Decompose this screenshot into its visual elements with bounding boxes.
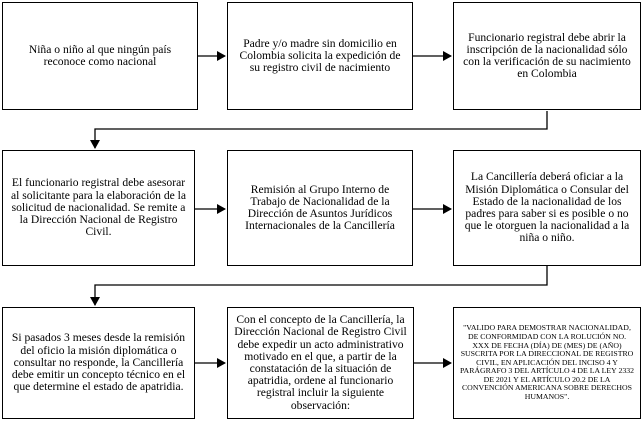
step-text-7: Si pasados 3 meses desde la remisión del oficio la misión diplomática o consultar no responde, la Cancillería debe emitir un concepto técnico en el que determine el estado de apatridia. [11, 331, 186, 394]
arrow-b6-b7 [95, 266, 547, 305]
step-text-5: Remisión al Grupo Interno de Trabajo de Nacionalidad de la Dirección de Asuntos Jurídicos Internacionales de la Cancillería [245, 182, 395, 233]
step-text-9: "VALIDO PARA DEMOSTRAR NACIONALIDAD, DE CONFORMIDAD CON LA ROLUCIÓN NO. XXX DE FECHA (DÍA) DE (MES) DE (AÑO) SUSCRITA POR LA DIRECCIONAL DE REGISTRO CIVIL, EN APLICACIÓN DEL INCISO 4 Y PARÁGRAFO 3 DEL ARTÍCULO 4 DE LA LEY 2332 DE 2021 Y EL ARTÍCULO 20.2 DE LA CONVENCIÓN AMERICANA SOBRE DERECHOS HUMANOS". [459, 323, 635, 402]
step-box-7 [2, 307, 195, 419]
step-box-5 [227, 150, 413, 266]
step-text-6: La Cancillería deberá oficiar a la Misión Diplomática o Consular del Estado de la nacionalidad de los padres para saber si es posible o no que le otorguen la nacionalidad a la niña o niño. [464, 170, 630, 245]
step-text-2: Padre y/o madre sin domicilio en Colombia solicita la expedición de su registro civil de nacimiento [239, 36, 401, 75]
step-box-2 [227, 2, 413, 110]
step-box-3 [453, 2, 641, 110]
step-box-8 [227, 307, 414, 419]
step-box-4 [2, 150, 195, 266]
step-box-6 [453, 150, 641, 266]
step-box-9 [453, 307, 641, 419]
step-box-1 [2, 2, 198, 110]
step-text-3: Funcionario registral debe abrir la inscripción de la nacionalidad sólo con la verificación de su nacimiento en Colombia [463, 30, 631, 81]
step-text-1: Niña o niño al que ningún país reconoce como nacional [28, 42, 172, 68]
step-text-4: El funcionario registral debe asesorar al solicitante para la elaboración de la solicitud de nacionalidad. Se remite a la Dirección Nacional de Registro Civil. [10, 176, 187, 239]
step-text-8: Con el concepto de la Cancillería, la Dirección Nacional de Registro Civil debe expedir un acto administrativo motivado en el que, a partir de la constatación de la situación de apatridia, ordene al funcionario registral incluir la siguiente observación: [234, 313, 407, 412]
arrow-b3-b4 [95, 111, 547, 148]
